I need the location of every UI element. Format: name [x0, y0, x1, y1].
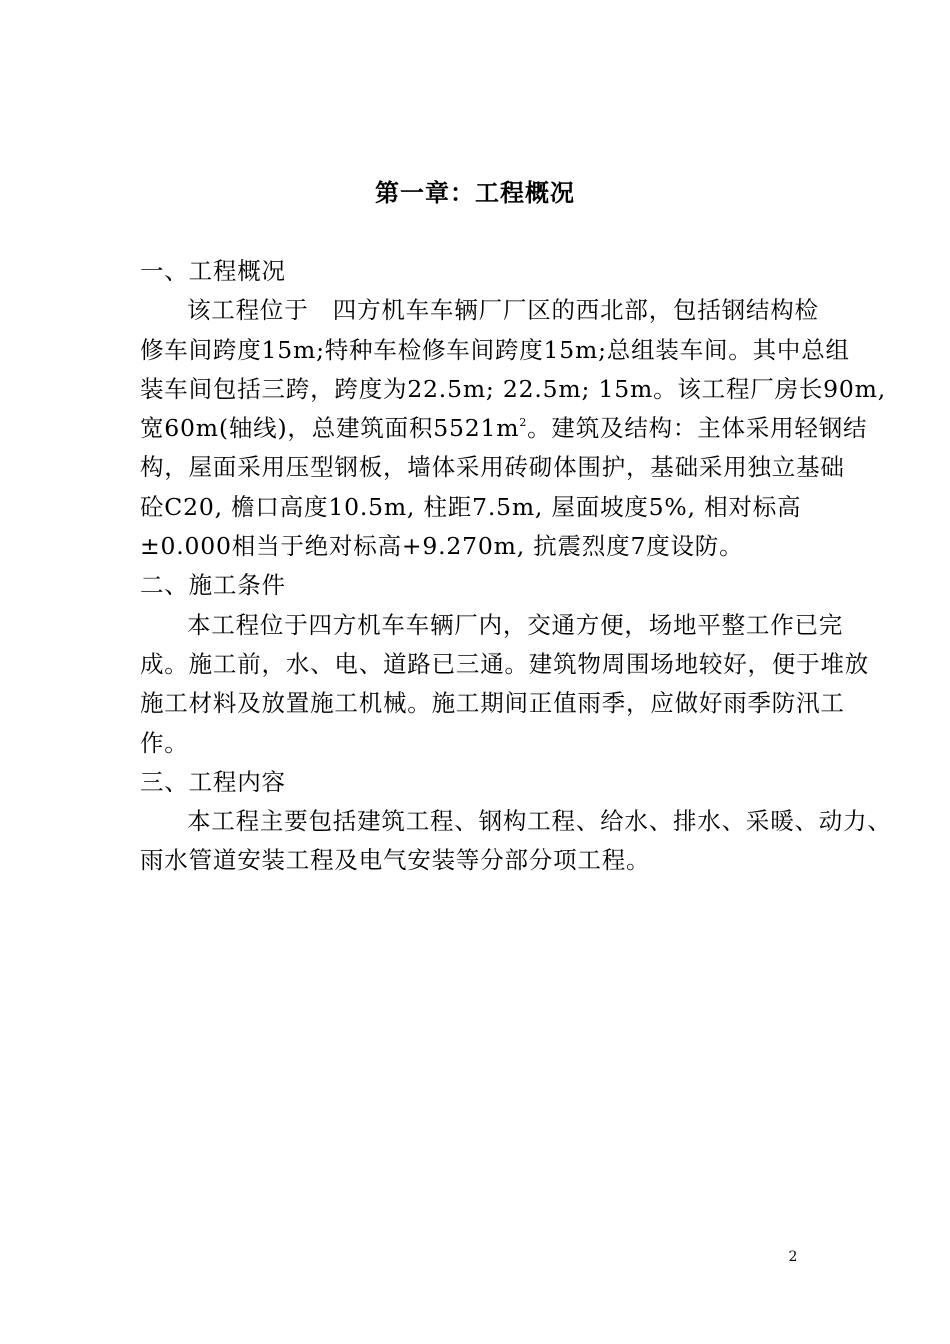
document-body	[140, 252, 892, 881]
paragraph-line: 本工程主要包括建筑工程、钢构工程、给水、排水、采暖、动力、	[187, 807, 892, 836]
section-paragraph-overview	[140, 291, 887, 566]
paragraph-line: 施工材料及放置施工机械。施工期间正值雨季，应做好雨季防汛工	[140, 689, 845, 718]
section-paragraph-scope	[140, 802, 892, 881]
area-text: 宽60m(轴线)，总建筑面积5521m	[140, 414, 520, 443]
paragraph-line: 装车间包括三跨，跨度为22.5m; 22.5m; 15m。该工程厂房长90m,	[140, 374, 887, 403]
paragraph-line: 雨水管道安装工程及电气安装等分部分项工程。	[140, 846, 651, 875]
area-text-tail: 。建筑及结构：主体采用轻钢结	[527, 414, 868, 443]
section-heading-scope: 三、工程内容	[140, 767, 286, 796]
chapter-title: 第一章：工程概况	[375, 178, 575, 207]
paragraph-line: 该工程位于 四方机车车辆厂厂区的西北部，包括钢结构检	[187, 296, 819, 325]
paragraph-line: 构，屋面采用压型钢板，墙体采用砖砌体围护，基础采用独立基础	[140, 453, 845, 482]
paragraph-line: 成。施工前，水、电、道路已三通。建筑物周围场地较好，便于堆放	[140, 649, 869, 678]
section-heading-overview: 一、工程概况	[140, 257, 286, 285]
section-paragraph-conditions	[140, 606, 869, 763]
area-superscript: 2	[519, 416, 528, 430]
paragraph-line: ±0.000相当于绝对标高+9.270m, 抗震烈度7度设防。	[140, 532, 744, 561]
paragraph-line: 作。	[140, 728, 189, 757]
paragraph-line: 砼C20, 檐口高度10.5m, 柱距7.5m, 屋面坡度5%, 相对标高	[140, 492, 802, 521]
page-number: 2	[788, 1249, 798, 1265]
paragraph-line-with-area	[140, 409, 868, 448]
paragraph-line: 本工程位于四方机车车辆厂内，交通方便，场地平整工作已完	[187, 610, 844, 639]
paragraph-line: 修车间跨度15m;特种车检修车间跨度15m;总组装车间。其中总组	[140, 335, 850, 364]
section-heading-conditions: 二、施工条件	[140, 571, 286, 600]
